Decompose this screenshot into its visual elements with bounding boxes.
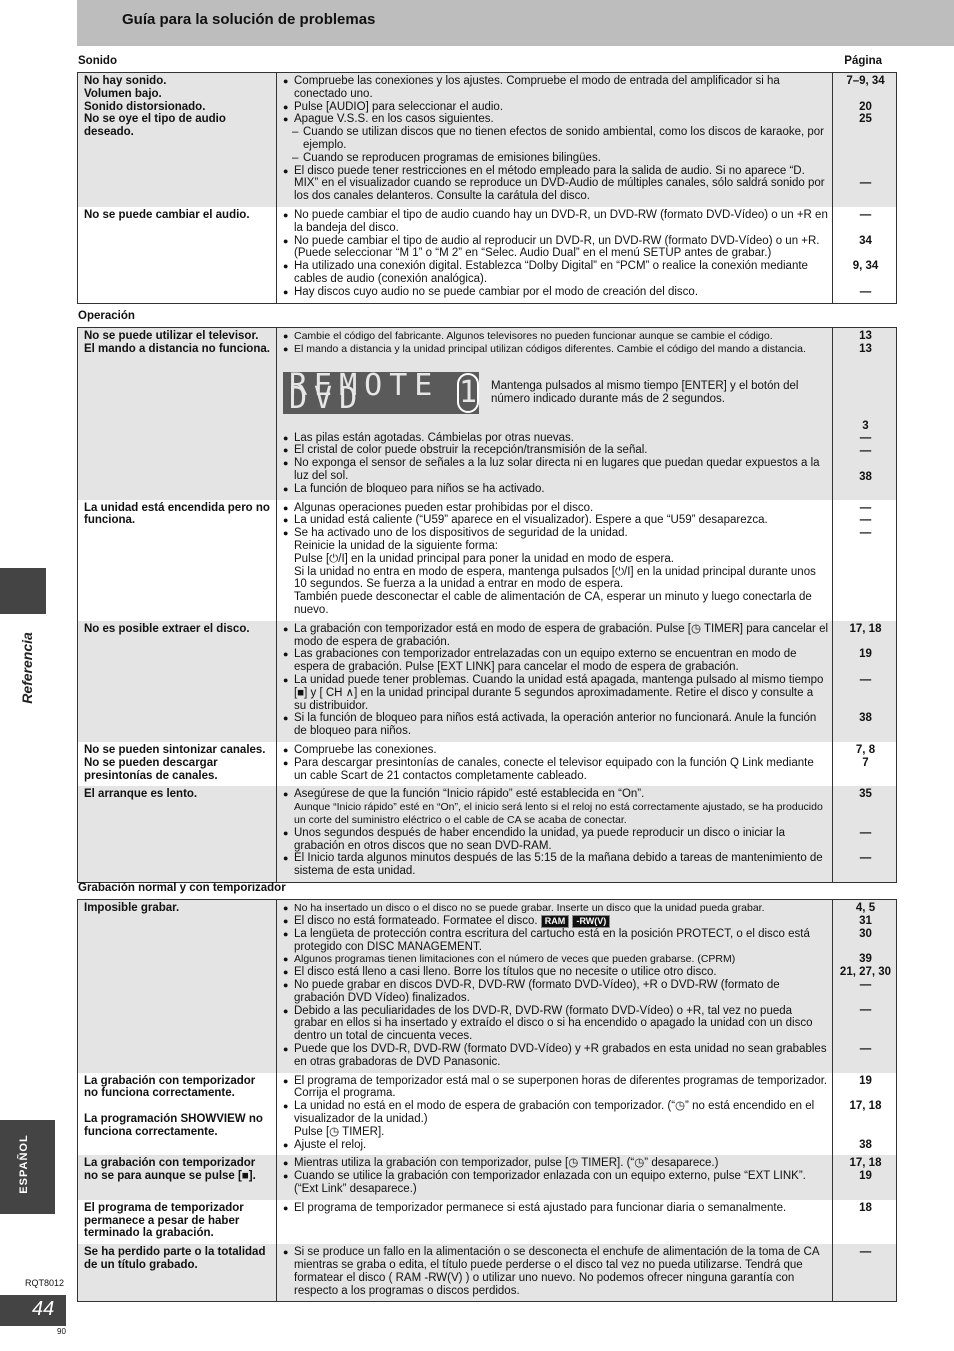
problem — [84, 1202, 272, 1240]
remote-instruction — [283, 367, 828, 416]
page-ref-line: — — [859, 978, 872, 991]
solution-text: Se ha activado uno de los dispositivos de seguridad de la unidad. — [294, 527, 628, 540]
solution-list-top — [283, 330, 828, 356]
page-cell — [833, 328, 897, 500]
solution-cell — [277, 786, 833, 882]
remote-display-text: REMOTE DVD — [289, 367, 440, 416]
problem-line: La programación SHOWVIEW no funciona correctamente. — [84, 1112, 263, 1138]
sheet-number: 90 — [57, 1327, 66, 1336]
solution-text: El programa de temporizador permanece si está ajustado para funcionar diaria o semanalmente. — [294, 1201, 787, 1214]
problem-line: No es posible extraer el disco. — [84, 622, 250, 635]
problem-cell — [78, 742, 277, 786]
solution-text: Cambie el código del fabricante. Algunos televisores no pueden funcionar aunque se cambie el código. — [294, 330, 773, 342]
solution-text: Las grabaciones con temporizador entrelazadas con un equipo externo se encuentran en modo de espera de grabación. Pulse [EXT LINK] para cancelar el modo de espera de grabación. — [294, 648, 797, 674]
solution-item — [283, 1170, 828, 1196]
problem-line: No se pueden sintonizar canales. — [84, 743, 266, 756]
page-title: Guía para la solución de problemas — [122, 11, 376, 28]
solution-text: Pulse [AUDIO] para seleccionar el audio. — [294, 100, 504, 113]
page-ref-line — [839, 88, 892, 101]
solution-cell — [277, 1073, 833, 1156]
page-ref-line — [839, 222, 892, 235]
page-ref-line: 7 — [862, 756, 869, 769]
problem-cell — [78, 900, 277, 1073]
solution-text: Mientras utiliza la grabación con temporizador, pulse [◷ TIMER]. (“◷” desaparece.) — [294, 1157, 719, 1170]
page-ref-line: 38 — [859, 712, 872, 725]
solution-text: Compruebe las conexiones y los ajustes. Compruebe el modo de entrada del amplificador si ha conectado uno. — [294, 75, 780, 100]
table-row — [78, 500, 897, 621]
solution-item — [283, 757, 828, 783]
solution-text: El disco está lleno a casi lleno. Borre los títulos que no necesite o utilice otro disco. — [294, 966, 717, 979]
table-row — [78, 786, 897, 882]
page-ref-line: — — [859, 1246, 872, 1259]
section-title-sonido: Sonido — [78, 55, 117, 67]
solution-item — [283, 343, 828, 356]
solution-text: Reinicie la unidad de la siguiente forma: — [294, 539, 498, 552]
solution-text: La unidad no está en el modo de espera de grabación con temporizador. (“◷” no está encendido en el visualizador de la unidad.) — [294, 1100, 815, 1125]
page-ref-line: — — [859, 1042, 872, 1055]
problem — [84, 330, 272, 356]
page-ref-line: 3 — [862, 419, 869, 432]
solution-item — [283, 801, 828, 827]
problem-cell — [78, 73, 277, 207]
problem-line: No se pueden descargar presintonías de canales. — [84, 756, 218, 782]
page-ref-line: — — [859, 852, 872, 865]
page-ref-line — [839, 940, 892, 953]
problem-cell — [78, 207, 277, 303]
solution-item — [283, 101, 828, 114]
solution-item — [283, 553, 828, 566]
solution-cell — [277, 1200, 833, 1244]
page-ref — [839, 75, 892, 190]
page-ref-line: 13 — [859, 330, 872, 342]
solution-item — [283, 126, 828, 152]
page-ref-line — [839, 247, 892, 260]
solution-text: Ha utilizado una conexión digital. Establezca “Dolby Digital” en “PCM” o realice la conexión mediante cables de audio (conexión analógica). — [294, 260, 808, 285]
page-ref-line: 18 — [859, 1201, 872, 1214]
solution-item — [283, 1043, 828, 1069]
solution-item — [283, 1246, 828, 1297]
solution-text: Si la unidad no entra en modo de espera, mantenga pulsados [⏻/I] en la unidad principal durante unos 10 segundos. Se fuerza a la unidad a entrar en modo de espera. — [294, 565, 816, 591]
page-ref-line — [839, 273, 892, 286]
solution-text: También puede desconectar el cable de alimentación de CA, esperar un minuto y luego conectarla de nuevo. — [294, 591, 812, 616]
solution-list — [283, 1075, 828, 1152]
page-ref-line: — — [859, 285, 872, 298]
problem-line: Imposible grabar. — [84, 902, 180, 914]
solution-text: La unidad está caliente (“U59” aparece en el visualizador). Espere a que “U59” desaparezca. — [294, 514, 768, 527]
solution-item — [283, 235, 828, 261]
solution-text: No puede grabar en discos DVD-R, DVD-RW (formato DVD-Vídeo), +R o DVD-RW (formato de grabación DVD Vídeo) finalizados. — [294, 978, 780, 1004]
solution-text: Cuando se utilizan discos que no tienen efectos de sonido ambiental, como los discos de karaoke, por ejemplo. — [303, 126, 825, 151]
solution-item — [283, 432, 828, 445]
page-ref-line: 34 — [859, 234, 872, 247]
solution-item — [283, 1075, 828, 1101]
solution-text: El disco no está formateado. Formatee el disco. — [294, 914, 538, 927]
page-ref-line: 25 — [859, 113, 872, 126]
table-row — [78, 328, 897, 500]
page-ref — [839, 1075, 892, 1152]
solution-item — [283, 744, 828, 757]
solution-text: El Inicio tarda algunos minutos después de las 5:15 de la mañana debido a tareas de mantenimiento de sistema de esta unidad. — [294, 852, 823, 878]
page-ref-line: — — [859, 1004, 872, 1017]
problem-line: La grabación con temporizador no funciona correctamente. — [84, 1074, 256, 1100]
page-ref-line: — — [859, 501, 872, 514]
side-tab-marker — [0, 568, 46, 614]
problem — [84, 1157, 272, 1183]
solution-item — [283, 483, 828, 496]
solution-list — [283, 623, 828, 738]
page-cell — [833, 1244, 897, 1302]
solution-text: Hay discos cuyo audio no se puede cambiar por el modo de creación del disco. — [294, 285, 699, 298]
solution-text: No exponga el sensor de señales a la luz solar directa ni en lugares que puedan quedar expuestos a la luz del sol. — [294, 457, 820, 482]
problem-cell — [78, 786, 277, 882]
problem — [84, 902, 272, 915]
page-ref-line: — — [859, 177, 872, 190]
solution-item — [283, 209, 828, 235]
header-bar — [77, 0, 954, 46]
problem — [84, 75, 272, 139]
solution-item — [283, 591, 828, 617]
page-ref-line: — — [859, 514, 872, 527]
solution-item — [283, 113, 828, 126]
problem — [84, 502, 272, 528]
solution-list — [283, 432, 828, 496]
table-row — [78, 1244, 897, 1302]
trouble-table — [77, 72, 897, 304]
page-ref-line — [839, 700, 892, 713]
solution-list — [283, 744, 828, 782]
page-ref-line — [839, 152, 892, 165]
solution-item — [283, 514, 828, 527]
page-ref-line — [839, 458, 892, 471]
solution-cell — [277, 1244, 833, 1302]
solution-text: No puede cambiar el tipo de audio al reproducir un DVD-R, un DVD-RW (formato DVD-Vídeo) o un +R. (Puede seleccionar “M 1” o “M 2” en “Selec. Audio Dual” en el menú SETUP antes de grabar.) — [294, 234, 820, 260]
problem-line: No se oye el tipo de audio deseado. — [84, 113, 226, 139]
solution-item — [283, 1005, 828, 1043]
page-cell — [833, 900, 897, 1073]
solution-list — [283, 1202, 828, 1215]
problem-line: No hay sonido. — [84, 75, 167, 87]
solution-item — [283, 527, 828, 540]
page-ref — [839, 902, 892, 1056]
page-ref-line: 30 — [859, 927, 872, 940]
solution-cell — [277, 73, 833, 207]
problem-cell — [78, 1244, 277, 1302]
solution-item — [283, 788, 828, 801]
page-cell — [833, 207, 897, 303]
solution-item — [283, 902, 828, 915]
solution-text: Cuando se reproducen programas de emisiones bilingües. — [303, 151, 601, 164]
problem — [84, 623, 272, 636]
page-ref-line: 20 — [859, 100, 872, 113]
problem-line: No se puede cambiar el audio. — [84, 208, 250, 221]
solution-text: Compruebe las conexiones. — [294, 743, 437, 756]
page-spacer — [839, 356, 892, 420]
page-ref-line — [839, 1126, 892, 1139]
page-ref-line — [839, 1017, 892, 1030]
solution-cell — [277, 1155, 833, 1199]
table-row — [78, 621, 897, 742]
page-ref-line — [839, 814, 892, 827]
solution-item — [283, 152, 828, 165]
page-ref — [839, 420, 892, 484]
solution-item — [283, 540, 828, 553]
page-ref-line: — — [859, 527, 872, 540]
page-ref-line — [839, 139, 892, 152]
solution-item — [283, 1157, 828, 1170]
page-ref-line: 19 — [859, 648, 872, 661]
solution-list — [283, 1157, 828, 1195]
page-ref-line: 7, 8 — [855, 743, 876, 756]
solution-item — [283, 852, 828, 878]
page-cell — [833, 500, 897, 621]
table-row — [78, 1155, 897, 1199]
page-ref-line: — — [859, 208, 872, 221]
page-ref-line: — — [859, 432, 872, 445]
page-ref-line — [839, 1113, 892, 1126]
side-reference-label: Referencia — [19, 632, 35, 704]
page-ref-line — [839, 1030, 892, 1043]
solution-text: La grabación con temporizador está en modo de espera de grabación. Pulse [◷ TIMER] para cancelar el modo de espera de grabación. — [294, 622, 829, 648]
solution-text: No ha insertado un disco o el disco no se puede grabar. Inserte un disco que la unidad pueda grabar. — [294, 902, 765, 914]
problem-line: El arranque es lento. — [84, 788, 198, 801]
page-ref — [839, 330, 892, 356]
trouble-table — [77, 327, 897, 883]
page-ref-line — [839, 687, 892, 700]
solution-text: Algunas operaciones pueden estar prohibidas por el disco. — [294, 501, 594, 514]
problem-cell — [78, 328, 277, 500]
remote-number-circle: 1 — [457, 373, 479, 413]
page-ref — [839, 502, 892, 540]
solution-item — [283, 1202, 828, 1215]
problem-line: Volumen bajo. — [84, 87, 162, 100]
solution-item — [283, 1100, 828, 1126]
problem-line: La unidad está encendida pero no funciona. — [84, 501, 270, 527]
solution-cell — [277, 500, 833, 621]
model-number: RQT8012 — [25, 1278, 65, 1288]
page-ref-line: 21, 27, 30 — [839, 965, 892, 978]
page-cell — [833, 621, 897, 742]
page-ref-line: 17, 18 — [849, 1100, 882, 1113]
page-ref-line: 38 — [859, 470, 872, 483]
solution-list — [283, 209, 828, 299]
page-ref-line: 9, 34 — [852, 260, 879, 273]
page-ref-line — [839, 165, 892, 178]
page-ref — [839, 209, 892, 299]
page-ref-line: — — [859, 673, 872, 686]
solution-item — [283, 827, 828, 853]
section-title-operacion: Operación — [78, 310, 135, 322]
problem-line: No se puede utilizar el televisor. — [84, 330, 259, 342]
solution-text: El cristal de color puede obstruir la recepción/transmisión de la señal. — [294, 444, 648, 457]
solution-cell — [277, 328, 833, 500]
solution-item — [283, 928, 828, 954]
solution-item — [283, 648, 828, 674]
page-ref — [839, 1157, 892, 1183]
table-row — [78, 73, 897, 207]
solution-cell — [277, 900, 833, 1073]
table-row — [78, 900, 897, 1073]
page-ref-line: 7–9, 34 — [846, 75, 885, 87]
solution-item — [283, 953, 828, 966]
page-ref-line — [839, 801, 892, 814]
remote-instruction-text: Mantenga pulsados al mismo tiempo [ENTER] y el botón del número indicado durante más de 2 segundos. — [491, 379, 799, 405]
page-cell — [833, 1073, 897, 1156]
solution-cell — [277, 742, 833, 786]
trouble-table — [77, 899, 897, 1302]
solution-text: Debido a las peculiaridades de los DVD-R, DVD-RW (formato DVD-Vídeo) o +R, tal vez no pueda grabar en ellos si ha insertado y extraído el disco o si ha encendido o apagado la unidad con un disco dentro un total de cincuenta veces. — [294, 1004, 813, 1043]
section-title-grabacion: Grabación normal y con temporizador — [78, 882, 286, 894]
page-ref-line — [839, 126, 892, 139]
disc-type-badge: -RW(V) — [572, 915, 610, 928]
page-ref-line: 17, 18 — [849, 1157, 882, 1170]
solution-text: La unidad puede tener problemas. Cuando la unidad está apagada, mantenga pulsado al mismo tiempo [■] y [ CH ∧] en la unidad principal durante 5 segundos aproximadamente. Retire el disco y consulte a su distribuidor. — [294, 673, 824, 712]
problem-line: Sonido distorsionado. — [84, 100, 206, 113]
page-ref — [839, 744, 892, 770]
solution-text: El programa de temporizador está mal o se superponen horas de diferentes programas de temporizador. Corrija el programa. — [294, 1074, 828, 1100]
problem — [84, 1246, 272, 1272]
problem — [84, 788, 272, 801]
page-ref-line: 17, 18 — [849, 622, 882, 635]
solution-item — [283, 566, 828, 592]
solution-item — [283, 502, 828, 515]
page-ref-line: — — [859, 826, 872, 839]
side-language-tab: ESPAÑOL — [0, 1120, 55, 1214]
solution-text: El disco puede tener restricciones en el método empleado para la salida de audio. Si no aparece “D. MIX” en el visualizador cuando se reproduce un DVD-Audio de múltiples canales, sólo saldrá sonido por los dos canales delanteros. Consulte la carátula del disco. — [294, 164, 825, 203]
solution-item — [283, 444, 828, 457]
solution-text: Ajuste el reloj. — [294, 1138, 367, 1151]
solution-text: Cuando se utilice la grabación con temporizador enlazada con un equipo externo, pulse “EXT LINK”. (“Ext Link” desaparece.) — [294, 1170, 806, 1195]
page-number-box: 44 — [0, 1295, 66, 1326]
solution-list — [283, 1246, 828, 1297]
page-cell — [833, 73, 897, 207]
disc-type-badge: RAM — [541, 915, 570, 928]
solution-item — [283, 979, 828, 1005]
problem — [84, 209, 272, 222]
solution-text: Algunos programas tienen limitaciones con el número de veces que pueden grabarse. (CPRM) — [294, 953, 736, 966]
solution-item — [283, 674, 828, 712]
page-ref-line: 19 — [859, 1074, 872, 1087]
solution-text: Pulse [◷ TIMER]. — [294, 1125, 385, 1138]
solution-item — [283, 712, 828, 738]
solution-item — [283, 260, 828, 286]
solution-text: Asegúrese de que la función “Inicio rápido” esté establecida en “On”. — [294, 788, 645, 801]
page-ref-line — [839, 840, 892, 853]
solution-item — [283, 75, 828, 101]
solution-text: Pulse [⏻/I] en la unidad principal para poner la unidad en modo de espera. — [294, 552, 674, 565]
problem — [84, 1075, 272, 1139]
problem-line: Se ha perdido parte o la totalidad de un título grabado. — [84, 1246, 266, 1271]
problem-line: La grabación con temporizador no se para aunque se pulse [■]. — [84, 1157, 256, 1183]
solution-text: Unos segundos después de haber encendido la unidad, ya puede reproducir un disco o iniciar la grabación en otros discos que no sean DVD-RAM. — [294, 826, 786, 852]
solution-text: La función de bloqueo para niños se ha activado. — [294, 482, 545, 495]
solution-cell — [277, 207, 833, 303]
page-cell — [833, 1155, 897, 1199]
page-ref-line — [839, 992, 892, 1005]
solution-item — [283, 966, 828, 979]
page-ref — [839, 1246, 892, 1259]
solution-text: Las pilas están agotadas. Cámbielas por otras nuevas. — [294, 431, 574, 444]
table-row — [78, 1073, 897, 1156]
page-ref — [839, 623, 892, 725]
page-cell — [833, 742, 897, 786]
solution-item — [283, 1139, 828, 1152]
problem-cell — [78, 1073, 277, 1156]
solution-text: Si se produce un fallo en la alimentación o se desconecta el enchufe de alimentación de la toma de CA mientras se graba o edita, el título puede perderse o el disco tal vez no pueda utilizarse. Tendrá que formatear el disco ( RAM -RW(V) ) o utilizar uno nuevo. No podemos ofrecer ninguna garantía con respecto a los programas o discos perdidos. — [294, 1246, 819, 1297]
solution-list — [283, 788, 828, 878]
problem-cell — [78, 500, 277, 621]
page-ref — [839, 1202, 892, 1215]
problem-cell — [78, 1155, 277, 1199]
solution-item — [283, 330, 828, 343]
page-ref-line: 39 — [859, 953, 872, 966]
problem-line — [84, 1100, 272, 1113]
solution-item — [283, 1126, 828, 1139]
table-row — [78, 742, 897, 786]
solution-text: Si la función de bloqueo para niños está activada, la operación anterior no funcionará. Anule la función de bloqueo para niños. — [294, 712, 817, 738]
problem-line: El mando a distancia no funciona. — [84, 342, 270, 355]
solution-text: Aunque “Inicio rápido” esté en “On”, el inicio será lento si el reloj no está correctamente ajustado, se ha producido un corte del suministro eléctrico o el cable de CA se acaba de conectar. — [294, 801, 823, 826]
solution-text: Apague V.S.S. en los casos siguientes. — [294, 113, 494, 126]
solution-item — [283, 165, 828, 203]
page-ref-line: 35 — [859, 788, 872, 801]
solution-item — [283, 623, 828, 649]
page-ref-line: — — [859, 445, 872, 458]
page-cell — [833, 1200, 897, 1244]
solution-list — [283, 902, 828, 1069]
problem-line: El programa de temporizador permanece a pesar de haber terminado la grabación. — [84, 1201, 244, 1240]
solution-list — [283, 75, 828, 203]
solution-text: Para descargar presintonías de canales, conecte el televisor equipado con la función Q Link mediante un cable Scart de 21 contactos completamente cableado. — [294, 756, 814, 782]
solution-item — [283, 457, 828, 483]
table-row — [78, 207, 897, 303]
problem-cell — [78, 1200, 277, 1244]
page-ref-line: 38 — [859, 1138, 872, 1151]
solution-item — [283, 915, 828, 928]
page-ref-line — [839, 1087, 892, 1100]
page-ref-line: 31 — [859, 914, 872, 927]
solution-text: No puede cambiar el tipo de audio cuando hay un DVD-R, un DVD-RW (formato DVD-Vídeo) o un +R en la bandeja del disco. — [294, 208, 828, 234]
page-column-label: Página — [844, 55, 882, 67]
solution-cell — [277, 621, 833, 742]
page-ref-line: 13 — [859, 342, 872, 355]
table-row — [78, 1200, 897, 1244]
solution-text: Puede que los DVD-R, DVD-RW (formato DVD-Vídeo) y +R grabados en esta unidad no sean grabables en otras grabadoras de DVD Panasonic. — [294, 1042, 827, 1068]
problem-cell — [78, 621, 277, 742]
solution-text: La lengüeta de protección contra escritura del cartucho está en la posición PROTECT, o el disco está protegido con DISC MANAGEMENT. — [294, 927, 810, 953]
problem — [84, 744, 272, 782]
page-ref-line: 4, 5 — [855, 902, 876, 914]
page-ref-line: 19 — [859, 1170, 872, 1183]
solution-list — [283, 502, 828, 617]
page-ref-line — [839, 636, 892, 649]
page-ref — [839, 788, 892, 865]
solution-text: El mando a distancia y la unidad principal utilizan códigos diferentes. Cambie el código del mando a distancia. — [294, 342, 806, 355]
remote-display-icon — [283, 367, 479, 416]
page-ref-line — [839, 661, 892, 674]
page-cell — [833, 786, 897, 882]
solution-item — [283, 286, 828, 299]
